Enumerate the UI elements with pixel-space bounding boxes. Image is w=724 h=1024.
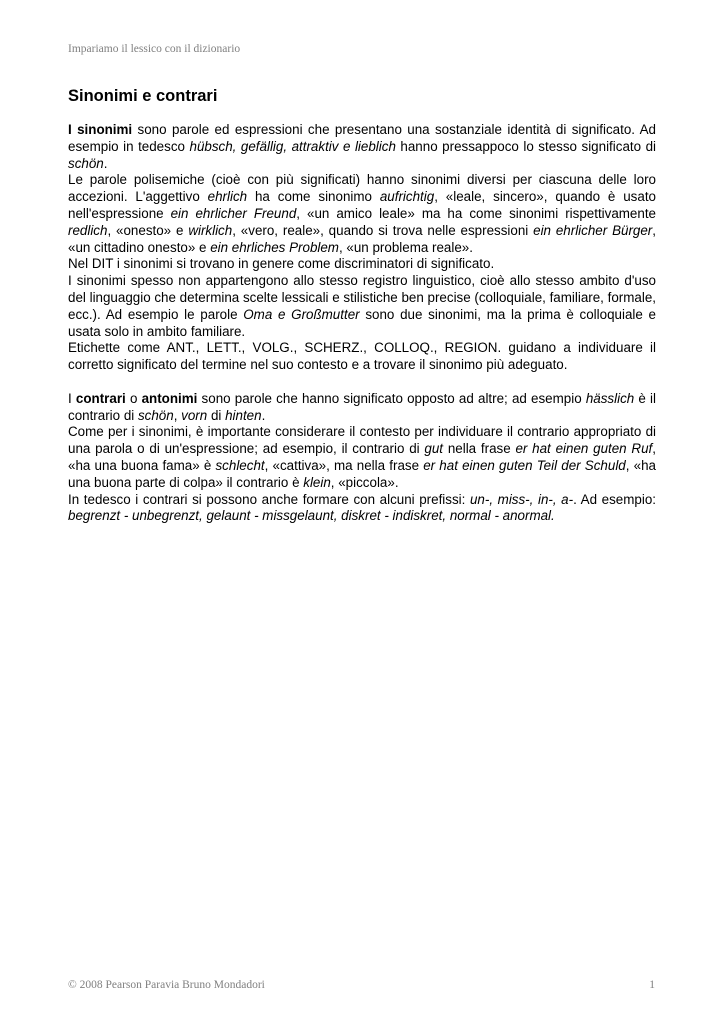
italic-example: wirklich — [188, 222, 233, 238]
italic-example: redlich — [68, 222, 108, 238]
italic-example: begrenzt - unbegrenzt, gelaunt - missgelaunt, diskret - indiskret, normal - anormal. — [68, 508, 555, 524]
text-run: o — [125, 390, 142, 406]
text-run: . — [261, 407, 266, 423]
paragraph — [68, 256, 656, 273]
text-run: Nel DIT i sinonimi si trovano in genere come discriminatori di significato. — [68, 256, 495, 272]
text-run: , «ha una buona parte di colpa» il contrario è — [68, 457, 656, 490]
paragraph — [68, 424, 656, 491]
bold-term: contrari — [75, 390, 126, 406]
text-run: I sinonimi spesso non appartengono allo stesso registro linguistico, cioè allo stesso ambito d'uso del linguaggio che determina scelte lessicali e stilistiche ben precise (colloquiale, familiare, formale, ecc.). Ad esempio le parole — [68, 273, 656, 322]
italic-example: gut — [424, 441, 444, 457]
italic-example: klein — [303, 474, 331, 490]
italic-example: ehrlich — [207, 189, 248, 205]
text-run: è il contrario di — [68, 390, 656, 423]
paragraph — [68, 391, 656, 425]
text-run: . Ad esempio: — [573, 491, 656, 507]
running-header: Impariamo il lessico con il dizionario — [68, 43, 241, 55]
text-run: I — [68, 390, 76, 406]
text-run: di — [207, 407, 226, 423]
text-run: , «ha una buona fama» è — [68, 441, 656, 473]
paragraph — [68, 122, 656, 172]
bold-term: antonimi — [141, 390, 198, 406]
text-run: , «un amico leale» ma ha come sinonimi rispettivamente — [296, 205, 656, 221]
text-run: ha come sinonimo — [247, 189, 380, 205]
text-run: , «un problema reale». — [338, 239, 473, 255]
text-run: sono due sinonimi, ma la prima è colloquiale e usata solo in ambito familiare. — [68, 306, 656, 339]
italic-example: vorn — [181, 407, 208, 423]
text-run: , «cattiva», ma nella frase — [264, 457, 424, 473]
text-run: . — [103, 155, 108, 171]
text-run: , «piccola». — [330, 474, 399, 490]
italic-example: hässlich — [585, 390, 635, 406]
italic-example: schlecht — [215, 457, 265, 473]
italic-example: ein ehrlicher Bürger — [533, 222, 653, 238]
text-run: , «onesto» e — [107, 222, 189, 238]
text-run: sono parole che hanno significato opposto ad altre; ad esempio — [197, 390, 586, 406]
text-run: In tedesco i contrari si possono anche formare con alcuni prefissi: — [68, 491, 470, 507]
bold-term: I sinonimi — [68, 122, 133, 137]
paragraph — [68, 172, 656, 256]
paragraph — [68, 492, 656, 526]
text-run: sono parole ed espressioni che presentano una sostanziale identità di significato. Ad esempio in tedesco — [68, 122, 656, 154]
italic-example: schön — [137, 407, 174, 423]
italic-example: aufrichtig — [379, 189, 435, 205]
text-run: Le parole polisemiche (cioè con più significati) hanno sinonimi diversi per ciascuna delle loro accezioni. L'aggettivo — [68, 172, 656, 205]
italic-example: Oma e Großmutter — [243, 306, 360, 322]
footer-copyright: © 2008 Pearson Paravia Bruno Mondadori — [68, 979, 265, 991]
italic-example: un-, miss-, in-, a- — [469, 491, 574, 507]
paragraph — [68, 340, 656, 374]
italic-example: schön — [68, 155, 104, 171]
text-run: , «leale, sincero», quando è usato nell'espressione — [68, 189, 656, 221]
text-run: , — [173, 407, 182, 423]
text-run: , «vero, reale», quando si trova nelle espressioni — [232, 222, 534, 238]
text-run: nella frase — [443, 441, 516, 457]
italic-example: hinten — [225, 407, 262, 423]
text-run: Come per i sinonimi, è importante considerare il contesto per individuare il contrario appropriato di una parola o di un'espressione; ad esempio, il contrario di — [68, 424, 656, 457]
page-title: Sinonimi e contrari — [68, 87, 218, 105]
text-run: , «un cittadino onesto» e — [68, 222, 656, 255]
italic-example: er hat einen guten Teil der Schuld — [423, 457, 626, 473]
italic-example: ein ehrlicher Freund — [170, 205, 297, 221]
text-run: Etichette come ANT., LETT., VOLG., SCHERZ., COLLOQ., REGION. guidano a individuare il corretto significato del termine nel suo contesto e a trovare il sinonimo più adeguato. — [68, 340, 656, 373]
body-text — [68, 122, 656, 525]
text-run: hanno pressappoco lo stesso significato di — [395, 138, 656, 154]
italic-example: er hat einen guten Ruf — [515, 441, 653, 457]
italic-example: ein ehrliches Problem — [210, 239, 339, 255]
page-number: 1 — [649, 979, 655, 991]
paragraph-gap — [68, 374, 656, 391]
paragraph — [68, 273, 656, 340]
italic-example: hübsch, gefällig, attraktiv e lieblich — [189, 138, 396, 154]
